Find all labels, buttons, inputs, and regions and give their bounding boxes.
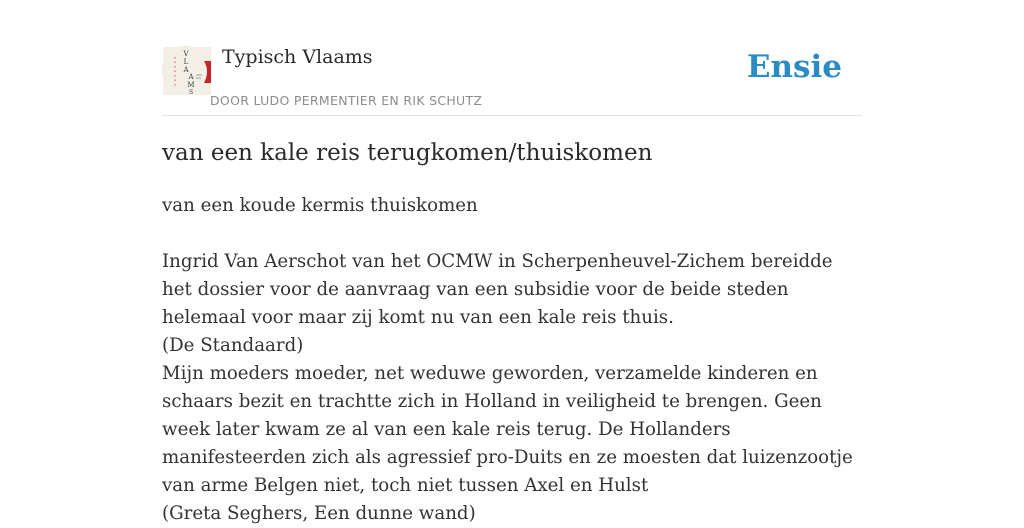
entry-synonym: van een koude kermis thuiskomen <box>162 195 478 216</box>
entry-source: (De Standaard) <box>162 335 304 356</box>
page <box>162 0 862 524</box>
book-title[interactable]: Typisch Vlaams <box>222 46 373 68</box>
entry-content <box>162 192 862 528</box>
entry-source: (Greta Seghers, Een dunne wand) <box>162 503 476 524</box>
book-cover-image <box>163 47 211 95</box>
avatar-letter-2: L <box>183 58 189 66</box>
entry-paragraph: Mijn moeders moeder, net weduwe geworden, verzamelde kinderen en schaars bezit en trachtte zich in Holland in veiligheid te brengen. Geen week later kwam ze al van een kale reis terug. De Hollanders manifesteerden zich als agressief pro-Duits en ze moesten dat luizenzootje van arme Belgen niet, toch niet tussen Axel en Hulst <box>162 363 853 496</box>
entry-title: van een kale reis terugkomen/thuiskomen <box>162 140 653 166</box>
author-byline: DOOR LUDO PERMENTIER EN RIK SCHUTZ <box>210 93 483 108</box>
header <box>162 0 862 116</box>
avatar-letter-6: S <box>188 89 194 96</box>
book-cover-avatar[interactable] <box>162 46 210 94</box>
avatar-letter-5: M <box>187 81 195 89</box>
paragraph-gap <box>162 220 862 248</box>
entry-paragraph: Ingrid Van Aerschot van het OCMW in Scherpenheuvel-Zichem bereidde het dossier voor de aanvraag van een subsidie voor de beide steden helemaal voor maar zij komt nu van een kale reis thuis. <box>162 251 833 328</box>
ensie-logo[interactable]: Ensie <box>746 49 842 85</box>
avatar-letter-3: A <box>183 66 189 74</box>
avatar-letter-4: A <box>188 73 194 81</box>
avatar-letter-1: V <box>183 50 189 58</box>
